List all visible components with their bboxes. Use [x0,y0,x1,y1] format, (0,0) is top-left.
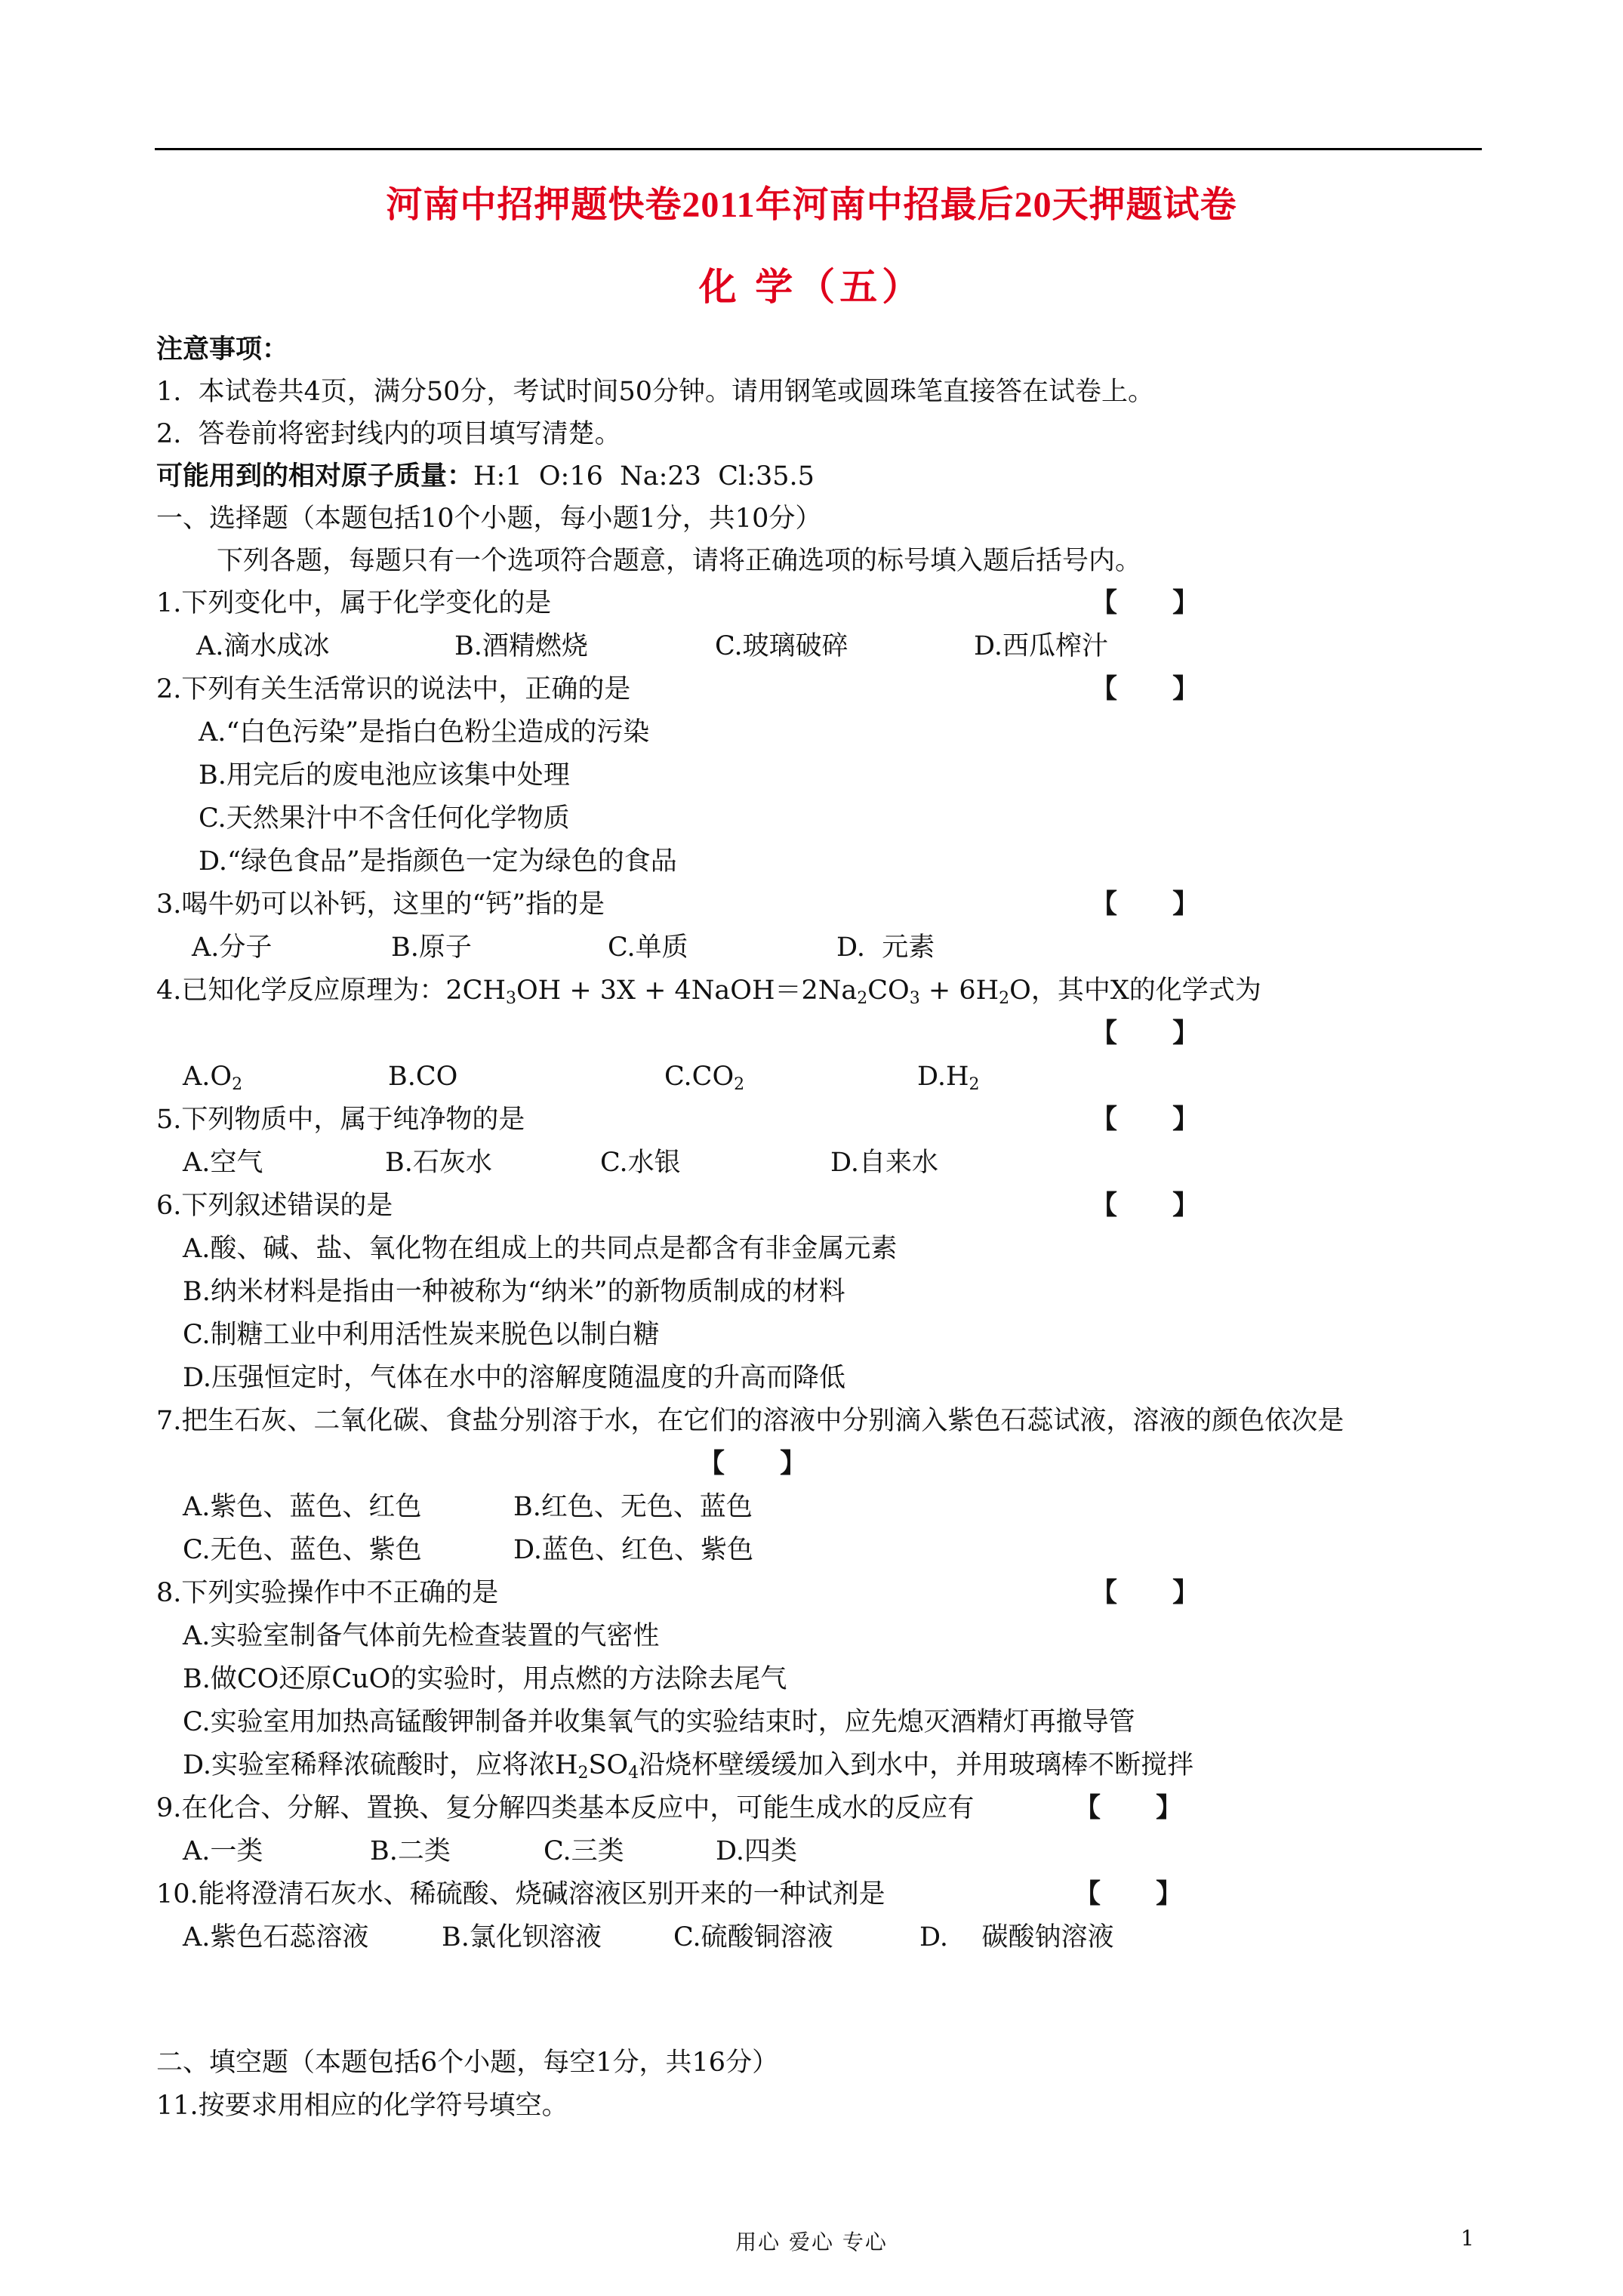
eq-sub: 2 [857,989,868,1008]
atomic-mass-label: 可能用到的相对原子质量： [156,461,474,492]
q5-stem: 5.下列物质中，属于纯净物的是 [156,1105,525,1135]
q6-stem: 6.下列叙述错误的是 [156,1191,393,1221]
exam-title: 河南中招押题快卷2011年河南中招最后20天押题试卷 [386,185,1237,225]
q9-option-b: B.二类 [370,1836,451,1866]
atomic-mass-line [156,460,815,493]
section1-instruction: 下列各题，每题只有一个选项符合题意，请将正确选项的标号填入题后括号内。 [217,546,1142,576]
q5-option-a: A.空气 [183,1148,263,1178]
q6-option-d: D.压强恒定时，气体在水中的溶解度随温度的升高而降低 [183,1363,845,1393]
q8-option-b: B.做CO还原CuO的实验时，用点燃的方法除去尾气 [183,1664,787,1694]
q10-option-c: C.硫酸铜溶液 [673,1922,833,1952]
notice-item-1: 1. 本试卷共4页，满分50分，考试时间50分钟。请用钢笔或圆珠笔直接答在试卷上。 [156,377,1154,407]
q8-option-d [183,1749,1193,1782]
opt-text: SO [588,1750,629,1780]
q10-answer-bracket[interactable]: 【 】 [1074,1878,1183,1909]
q2-option-c: C.天然果汁中不含任何化学物质 [199,803,570,834]
q9-option-c: C.三类 [544,1836,624,1866]
q9-option-a: A.一类 [183,1836,263,1866]
q4-stem-suffix: ，其中X的化学式为 [1030,975,1261,1006]
opt-sub: 4 [628,1764,639,1783]
exam-subtitle: 化 学（五） [698,266,925,308]
q2-option-b: B.用完后的废电池应该集中处理 [199,760,570,791]
eq-sub: 3 [505,989,516,1008]
page-number: 1 [1461,2226,1474,2251]
q6-option-a: A.酸、碱、盐、氧化物在组成上的共同点是都含有非金属元素 [183,1234,898,1264]
q3-option-d: D. 元素 [836,932,935,963]
q6-answer-bracket[interactable]: 【 】 [1091,1190,1200,1221]
q10-stem: 10.能将澄清石灰水、稀硫酸、烧碱溶液区别开来的一种试剂是 [156,1879,885,1909]
q6-option-b: B.纳米材料是指由一种被称为“纳米”的新物质制成的材料 [183,1277,845,1307]
q5-answer-bracket[interactable]: 【 】 [1091,1104,1200,1135]
notice-heading: 注意事项： [156,334,289,365]
q5-option-b: B.石灰水 [385,1148,492,1178]
q7-option-a: A.紫色、蓝色、红色 [183,1492,422,1522]
q8-option-c: C.实验室用加热高锰酸钾制备并收集氧气的实验结束时，应先熄灭酒精灯再撤导管 [183,1707,1135,1737]
eq-part: O [1009,975,1031,1006]
q1-answer-bracket[interactable]: 【 】 [1091,587,1200,618]
eq-sub: 2 [999,989,1010,1008]
q3-option-c: C.单质 [608,932,688,963]
q9-option-d: D.四类 [716,1836,797,1866]
q3-option-a: A.分子 [192,932,273,963]
eq-sub: 3 [909,989,920,1008]
top-rule [155,148,1482,150]
opt-text: C.CO [664,1062,735,1092]
atomic-mass-values: H:1 O:16 Na:23 Cl:35.5 [473,461,815,492]
q4-option-d [917,1060,979,1093]
eq-part: CO [867,975,910,1006]
q7-stem: 7.把生石灰、二氧化碳、食盐分别溶于水，在它们的溶液中分别滴入紫色石蕊试液，溶液的颜色依次是 [156,1406,1344,1436]
q10-option-a: A.紫色石蕊溶液 [183,1922,369,1952]
q2-stem: 2.下列有关生活常识的说法中，正确的是 [156,674,631,704]
q4-option-b: B.CO [388,1062,458,1092]
q8-option-a: A.实验室制备气体前先检查装置的气密性 [183,1621,660,1651]
q7-answer-bracket[interactable]: 【 】 [698,1448,807,1479]
q1-stem: 1.下列变化中，属于化学变化的是 [156,588,552,618]
opt-sub: 2 [734,1075,745,1094]
q2-option-a: A.“白色污染”是指白色粉尘造成的污染 [199,717,650,747]
q7-option-c: C.无色、蓝色、紫色 [183,1535,422,1565]
q5-option-c: C.水银 [600,1148,681,1178]
q2-answer-bracket[interactable]: 【 】 [1091,673,1200,704]
opt-text: 沿烧杯壁缓缓加入到水中，并用玻璃棒不断搅拌 [639,1750,1194,1780]
q1-option-a: A.滴水成冰 [196,631,330,661]
q3-answer-bracket[interactable]: 【 】 [1091,889,1200,920]
q7-option-d: D.蓝色、红色、紫色 [513,1535,753,1565]
q8-answer-bracket[interactable]: 【 】 [1091,1577,1200,1608]
opt-text: A.O [183,1062,233,1092]
opt-text: D.H [917,1062,969,1092]
q6-option-c: C.制糖工业中利用活性炭来脱色以制白糖 [183,1320,660,1350]
q4-option-a [183,1060,242,1093]
q9-stem: 9.在化合、分解、置换、复分解四类基本反应中，可能生成水的反应有 [156,1793,975,1823]
q4-stem-prefix: 4.已知化学反应原理为： [156,975,446,1006]
q2-option-d: D.“绿色食品”是指颜色一定为绿色的食品 [199,846,677,877]
q5-option-d: D.自来水 [830,1148,938,1178]
q4-equation [445,975,1030,1006]
q1-option-c: C.玻璃破碎 [715,631,848,661]
q11-stem: 11.按要求用相应的化学符号填空。 [156,2091,568,2121]
footer-text: 用心 爱心 专心 [735,2230,888,2254]
q7-option-b: B.红色、无色、蓝色 [513,1492,753,1522]
eq-part: 2CH [445,975,506,1006]
eq-part: OH + 3X + 4NaOH＝2Na [516,975,858,1006]
q1-option-d: D.西瓜榨汁 [974,631,1108,661]
q10-option-b: B.氯化钡溶液 [442,1922,602,1952]
section1-heading: 一、选择题（本题包括10个小题，每小题1分，共10分） [156,504,822,534]
q1-option-b: B.酒精燃烧 [454,631,588,661]
q4-option-c [664,1060,744,1093]
opt-sub: 2 [969,1075,980,1094]
notice-item-2: 2. 答卷前将密封线内的项目填写清楚。 [156,419,621,449]
q3-option-b: B.原子 [391,932,472,963]
eq-part: + 6H [919,975,999,1006]
opt-sub: 2 [232,1075,243,1094]
q10-option-d: D. 碳酸钠溶液 [919,1922,1114,1952]
section2-heading: 二、填空题（本题包括6个小题，每空1分，共16分） [156,2048,779,2078]
q9-answer-bracket[interactable]: 【 】 [1074,1792,1183,1823]
opt-text: D.实验室稀释浓硫酸时，应将浓H [183,1750,578,1780]
q8-stem: 8.下列实验操作中不正确的是 [156,1578,499,1608]
opt-sub: 2 [577,1764,589,1783]
q4-stem [156,974,1261,1007]
q3-stem: 3.喝牛奶可以补钙，这里的“钙”指的是 [156,889,605,920]
q4-answer-bracket[interactable]: 【 】 [1091,1018,1200,1049]
